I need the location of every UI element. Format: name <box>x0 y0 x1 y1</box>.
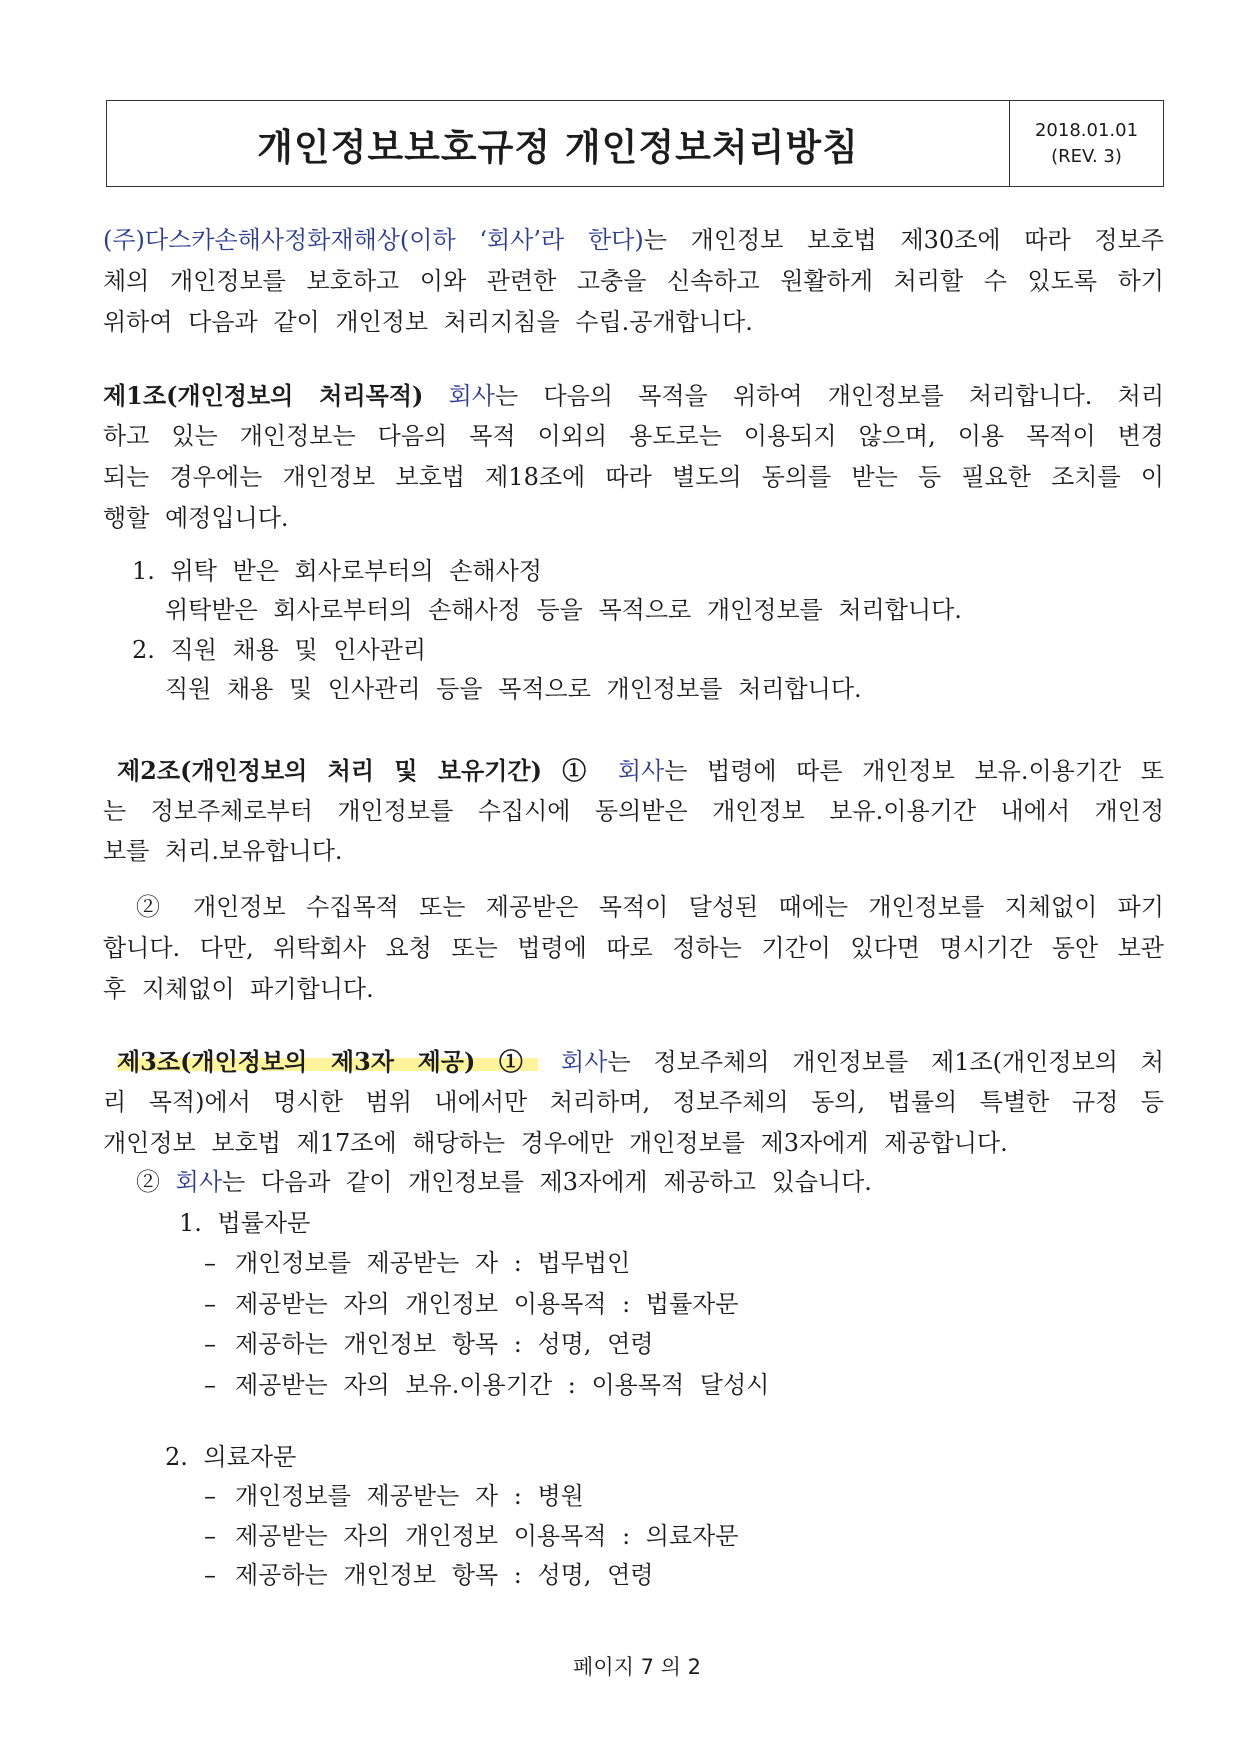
dash-bullet: – <box>204 1561 216 1590</box>
article-1-line: 되는 경우에는 개인정보 보호법 제18조에 따라 별도의 동의를 받는 등 필요한 조치를 이 <box>103 463 1164 491</box>
recipient-title: 1. 법률자문 <box>179 1208 311 1237</box>
recipient-detail-text: 개인정보를 제공받는 자 : 병원 <box>235 1482 584 1511</box>
article-3-line-text: 는 정보주체의 개인정보를 제1조(개인정보의 처 <box>607 1048 1164 1076</box>
article-2-line: 는 정보주체로부터 개인정보를 수집시에 동의받은 개인정보 보유.이용기간 내에서 개인정 <box>103 797 1164 825</box>
page-number: 페이지 7 의 2 <box>573 1655 701 1679</box>
paragraph-marker: ② <box>136 1168 160 1196</box>
document-header <box>106 100 1164 187</box>
recipient-detail-text: 제공받는 자의 개인정보 이용목적 : 의료자문 <box>235 1521 739 1550</box>
dash-bullet: – <box>204 1370 216 1399</box>
recipient-detail-text: 개인정보를 제공받는 자 : 법무법인 <box>235 1249 631 1278</box>
article-2-paragraph-2 <box>103 887 1164 1010</box>
article-3-line: 개인정보 보호법 제17조에 해당하는 경우에만 개인정보를 제3자에게 제공합니다. <box>103 1129 1008 1157</box>
article-1-purpose-list <box>103 552 1164 710</box>
article-3-paragraph-2-line <box>103 1162 1164 1203</box>
article-1-line: 행할 예정입니다. <box>103 504 289 532</box>
article-1-line-text: 는 다음의 목적을 위하여 개인정보를 처리합니다. 처리 <box>495 382 1164 410</box>
intro-line: 위하여 다음과 같이 개인정보 처리지침을 수립.공개합니다. <box>103 308 753 336</box>
purpose-item-title: 2. 직원 채용 및 인사관리 <box>132 635 427 664</box>
company-subject: 회사 <box>175 1168 223 1196</box>
article-2-line-text: 는 법령에 따른 개인정보 보유.이용기간 또 <box>664 757 1164 785</box>
recipient-detail <box>103 1556 1164 1595</box>
dash-bullet: – <box>204 1289 216 1318</box>
article-3-recipient-2 <box>103 1438 1164 1596</box>
recipient-detail-text: 제공받는 자의 보유.이용기간 : 이용목적 달성시 <box>235 1370 770 1399</box>
document-title: 개인정보보호규정 개인정보처리방침 <box>107 101 1010 186</box>
recipient-detail <box>103 1517 1164 1556</box>
article-3-line: 리 목적)에서 명시한 범위 내에서만 처리하며, 정보주체의 동의, 법률의 특별한 규정 등 <box>103 1088 1164 1116</box>
company-subject: 회사 <box>448 382 495 410</box>
article-2-line <box>103 751 1164 791</box>
recipient-detail-text: 제공하는 개인정보 항목 : 성명, 연령 <box>235 1561 654 1590</box>
recipient-detail <box>103 1284 1164 1325</box>
dash-bullet: – <box>204 1249 216 1278</box>
article-3-paragraph-2-text: 는 다음과 같이 개인정보를 제3자에게 제공하고 있습니다. <box>222 1168 872 1196</box>
dash-bullet: – <box>204 1521 216 1550</box>
article-2-heading: 제2조(개인정보의 처리 및 보유기간) ① <box>117 756 599 785</box>
dash-bullet: – <box>204 1330 216 1359</box>
recipient-detail <box>103 1365 1164 1406</box>
article-2-line: 보를 처리.보유합니다. <box>103 837 343 865</box>
recipient-detail-text: 제공하는 개인정보 항목 : 성명, 연령 <box>235 1330 654 1359</box>
revision-date: 2018.01.01 <box>1034 119 1139 141</box>
recipient-title: 2. 의료자문 <box>165 1443 297 1471</box>
revision-number: (REV. 3) <box>1051 145 1122 167</box>
article-2 <box>103 751 1164 871</box>
recipient-detail <box>103 1477 1164 1516</box>
article-1-heading: 제1조(개인정보의 처리목적) <box>103 381 424 410</box>
article-2-paragraph-2-line: ② 개인정보 수집목적 또는 제공받은 목적이 달성된 때에는 개인정보를 지체없이 파기 <box>136 893 1164 921</box>
intro-line: 체의 개인정보를 보호하고 이와 관련한 고충을 신속하고 원활하게 처리할 수 있도록 하기 <box>103 267 1164 295</box>
article-3-heading: 제3조(개인정보의 제3자 제공) ① <box>117 1047 539 1076</box>
article-3-paragraph-2 <box>103 1162 1164 1406</box>
article-3 <box>103 1041 1164 1164</box>
article-1-line: 하고 있는 개인정보는 다음의 목적 이외의 용도로는 이용되지 않으며, 이용 목적이 변경 <box>103 422 1164 450</box>
purpose-item-description: 위탁받은 회사로부터의 손해사정 등을 목적으로 개인정보를 처리합니다. <box>165 596 962 625</box>
article-2-paragraph-2-line: 후 지체없이 파기합니다. <box>103 975 374 1003</box>
purpose-item-description: 직원 채용 및 인사관리 등을 목적으로 개인정보를 처리합니다. <box>165 675 862 704</box>
revision-info <box>1010 101 1163 186</box>
recipient-detail <box>103 1243 1164 1284</box>
dash-bullet: – <box>204 1482 216 1511</box>
article-2-paragraph-2-line: 합니다. 다만, 위탁회사 요청 또는 법령에 따로 정하는 기간이 있다면 명시기간 동안 보관 <box>103 934 1164 962</box>
company-name-clause: (주)다스카손해사정화재해상(이하 ‘회사’라 한다) <box>103 226 644 254</box>
article-1-line <box>103 375 1164 416</box>
recipient-detail <box>103 1324 1164 1365</box>
intro-line <box>103 220 1164 261</box>
article-1 <box>103 375 1164 539</box>
intro-paragraph <box>103 220 1164 343</box>
purpose-item-title: 1. 위탁 받은 회사로부터의 손해사정 <box>132 557 542 585</box>
recipient-detail-text: 제공받는 자의 개인정보 이용목적 : 법률자문 <box>235 1289 739 1318</box>
article-3-line <box>103 1041 1164 1082</box>
company-subject: 회사 <box>561 1048 608 1076</box>
intro-line-text: 는 개인정보 보호법 제30조에 따라 정보주 <box>643 226 1164 254</box>
company-subject: 회사 <box>617 757 665 785</box>
